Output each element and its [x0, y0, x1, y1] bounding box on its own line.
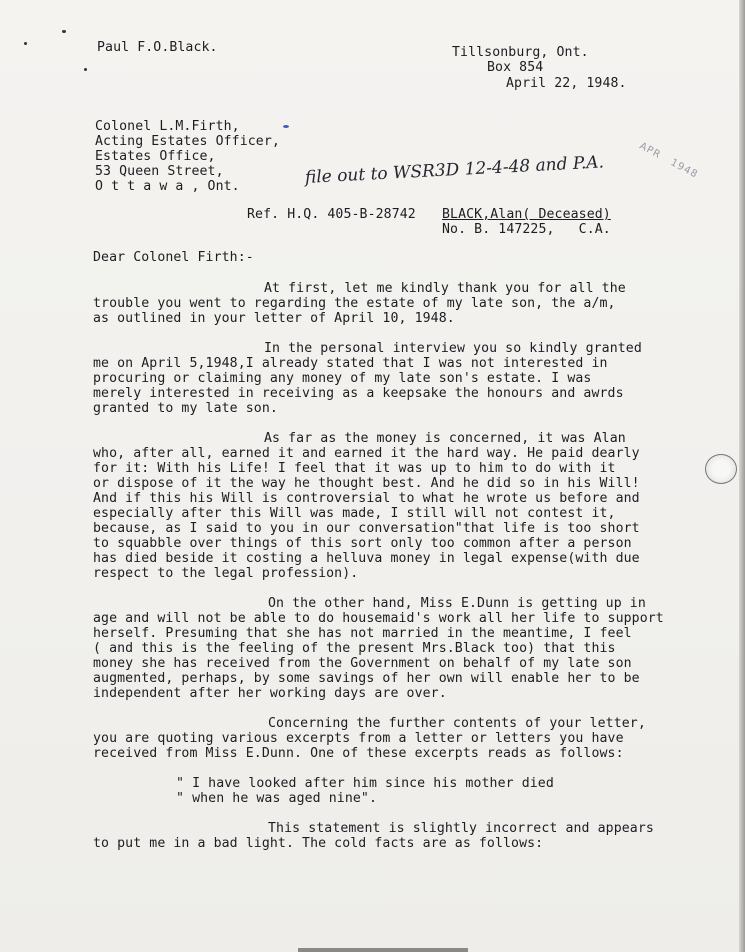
body-line: And if this his Will is controversial to what he wrote us before and — [93, 491, 640, 506]
body-line: to squabble over things of this sort only too common after a person — [93, 536, 632, 551]
salutation: Dear Colonel Firth:- — [93, 250, 254, 265]
reference-prefix: Ref. H.Q. 405-B-28742 — [247, 207, 416, 222]
body-line: herself. Presuming that she has not married in the meantime, I feel — [93, 626, 632, 641]
body-line: merely interested in receiving as a keepsake the honours and awrds — [93, 386, 624, 401]
body-line: independent after her working days are over. — [93, 686, 447, 701]
body-line: ( and this is the feeling of the present Mrs.Black too) that this — [93, 641, 616, 656]
body-line: who, after all, earned it and earned it the hard way. He paid dearly — [93, 446, 640, 461]
body-line: has died beside it costing a helluva money in legal expense(with due — [93, 551, 640, 566]
body-line: As far as the money is concerned, it was Alan — [264, 431, 626, 446]
ink-speck — [24, 42, 27, 45]
body-line: for it: With his Life! I feel that it was up to him to do with it — [93, 461, 616, 476]
body-line: as outlined in your letter of April 10, 1948. — [93, 311, 455, 326]
body-line: respect to the legal profession). — [93, 566, 359, 581]
recipient-city: O t t a w a , Ont. — [95, 179, 240, 194]
body-line: This statement is slightly incorrect and appears — [268, 821, 654, 836]
recipient-street: 53 Queen Street, — [95, 164, 224, 179]
body-line: At first, let me kindly thank you for all the — [264, 281, 626, 296]
body-line: trouble you went to regarding the estate of my late son, the a/m, — [93, 296, 616, 311]
body-line: age and will not be able to do housemaid's work all her life to support — [93, 611, 664, 626]
body-line: me on April 5,1948,I already stated that I was not interested in — [93, 356, 608, 371]
body-line: In the personal interview you so kindly granted — [264, 341, 642, 356]
sender-box: Box 854 — [487, 60, 544, 75]
recipient-office: Estates Office, — [95, 149, 216, 164]
body-line: or dispose of it the way he thought best. And he did so in his Will! — [93, 476, 640, 491]
recipient-name: Colonel L.M.Firth, — [95, 119, 240, 134]
quote-line: " when he was aged nine". — [176, 791, 377, 806]
ink-speck — [62, 30, 66, 33]
received-stamp: APR 1948 — [637, 140, 700, 181]
sender-name: Paul F.O.Black. — [97, 40, 218, 55]
body-line: granted to my late son. — [93, 401, 278, 416]
body-line: On the other hand, Miss E.Dunn is getting up in — [268, 596, 646, 611]
reference-number: No. B. 147225, C.A. — [442, 222, 611, 237]
ink-speck — [84, 68, 87, 71]
ink-speck — [283, 125, 289, 128]
body-line: procuring or claiming any money of my late son's estate. I was — [93, 371, 592, 386]
body-line: to put me in a bad light. The cold facts are as follows: — [93, 836, 544, 851]
body-line: especially after this Will was made, I still will not contest it, — [93, 506, 616, 521]
paper-blot — [705, 454, 737, 484]
body-line: augmented, perhaps, by some savings of her own will enable her to be — [93, 671, 640, 686]
sender-city: Tillsonburg, Ont. — [452, 45, 589, 60]
page-edge-shadow — [739, 0, 745, 952]
reference-name: BLACK,Alan( Deceased) — [442, 207, 611, 222]
body-line: Concerning the further contents of your letter, — [268, 716, 646, 731]
letter-date: April 22, 1948. — [506, 76, 627, 91]
quote-line: " I have looked after him since his mother died — [176, 776, 554, 791]
scan-edge-mark — [298, 948, 468, 952]
body-line: money she has received from the Government on behalf of my late son — [93, 656, 632, 671]
body-line: because, as I said to you in our conversation"that life is too short — [93, 521, 640, 536]
recipient-title: Acting Estates Officer, — [95, 134, 280, 149]
body-line: you are quoting various excerpts from a letter or letters you have — [93, 731, 624, 746]
handwritten-note: file out to WSR3D 12-4-48 and P.A. — [304, 152, 605, 188]
body-line: received from Miss E.Dunn. One of these excerpts reads as follows: — [93, 746, 624, 761]
